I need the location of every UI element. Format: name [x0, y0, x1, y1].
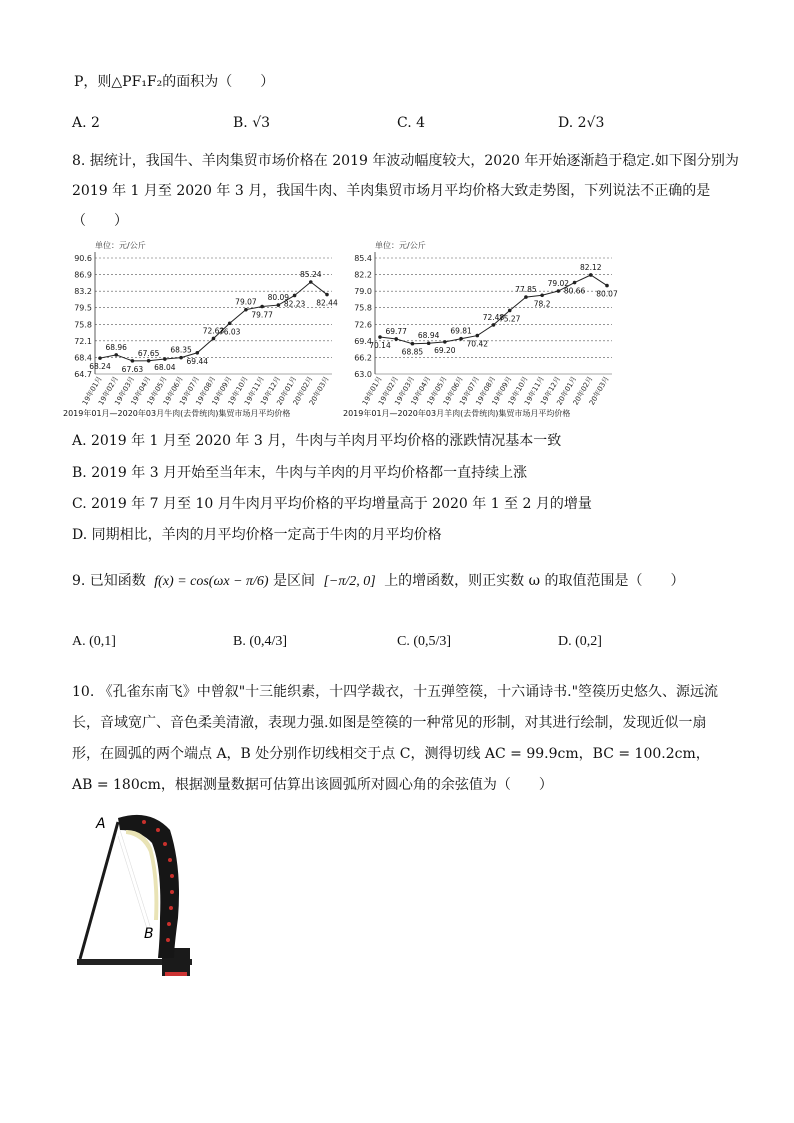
beef-data-point: [244, 308, 248, 312]
mutton-data-point: [394, 337, 398, 341]
mutton-xtick-label: 19年02月: [377, 375, 400, 407]
beef-data-label: 72.63: [202, 326, 225, 336]
mutton-data-point: [492, 323, 496, 327]
beef-data-label: 69.44: [186, 356, 209, 366]
mutton-data-label: 78.2: [533, 299, 551, 309]
beef-data-point: [147, 359, 151, 363]
mutton-ytick-label: 79.0: [354, 287, 372, 297]
q9-option-d[interactable]: D. (0,2]: [558, 634, 602, 649]
mutton-xtick-label: 20年02月: [571, 375, 595, 407]
mutton-ytick-label: 72.6: [354, 320, 372, 330]
mutton-data-point: [411, 342, 415, 346]
q9-option-a[interactable]: A. (0,1]: [72, 634, 116, 649]
mutton-xtick-label: 19年11月: [523, 375, 546, 407]
q7-option-d[interactable]: D. 2√3: [558, 115, 605, 131]
q9-suffix: 上的增函数，则正实数 ω 的取值范围是（ ）: [384, 573, 685, 589]
beef-ytick-label: 72.1: [74, 336, 92, 346]
beef-data-point: [163, 357, 167, 361]
q10-line-3: 形，在圆弧的两个端点 A，B 处分别作切线相交于点 C，测得切线 AC = 99.9cm，BC = 100.2cm，: [72, 746, 710, 762]
harp-label-a: A: [96, 816, 106, 832]
mutton-data-label: 80.07: [596, 289, 618, 299]
mutton-data-label: 80.66: [563, 286, 586, 296]
beef-ytick-label: 86.9: [74, 270, 92, 280]
beef-data-point: [309, 280, 313, 284]
beef-data-point: [260, 305, 264, 309]
q7-option-c[interactable]: C. 4: [397, 115, 426, 131]
beef-data-label: 76.03: [218, 327, 241, 337]
mutton-ytick-label: 75.8: [354, 303, 372, 313]
q9-function: f(x) = cos(ωx − π/6): [154, 574, 269, 589]
mutton-data-label: 68.85: [401, 347, 424, 357]
beef-xtick-label: 19年03月: [113, 375, 137, 407]
beef-data-label: 68.96: [105, 342, 127, 352]
mutton-data-point: [427, 341, 431, 345]
beef-data-label: 68.04: [154, 363, 176, 373]
beef-data-point: [195, 351, 199, 355]
beef-xtick-label: 19年09月: [210, 375, 234, 407]
mutton-data-point: [557, 289, 561, 293]
beef-data-label: 80.09: [267, 293, 290, 303]
beef-ytick-label: 90.6: [74, 254, 92, 263]
mutton-data-label: 82.12: [580, 262, 602, 272]
mutton-ytick-label: 63.0: [354, 370, 372, 379]
mutton-data-label: 70.42: [466, 339, 489, 349]
q8-option-c[interactable]: C. 2019 年 7 月至 10 月牛肉月平均价格的平均增量高于 2020 年 1 至 2 月的增量: [72, 496, 592, 512]
beef-data-point: [98, 356, 102, 360]
beef-data-point: [179, 356, 183, 360]
beef-data-point: [114, 353, 118, 357]
beef-xtick-label: 19年04月: [129, 375, 153, 407]
beef-data-point: [277, 303, 281, 307]
mutton-data-point: [605, 284, 609, 288]
q10-line-2: 长，音域宽广、音色柔美清澈，表现力强.如图是箜篌的一种常见的形制，对其进行绘制，发现近似一扇: [72, 715, 707, 731]
q7-option-b[interactable]: B. √3: [233, 115, 271, 131]
mutton-xtick-label: 20年01月: [555, 375, 579, 407]
q8-option-d[interactable]: D. 同期相比，羊肉的月平均价格一定高于牛肉的月平均价格: [72, 527, 442, 543]
beef-ytick-label: 79.5: [74, 303, 92, 313]
beef-data-point: [131, 359, 135, 363]
mutton-data-point: [589, 273, 593, 277]
mutton-data-point: [378, 335, 382, 339]
beef-data-label: 67.63: [121, 364, 144, 374]
mutton-ytick-label: 66.2: [354, 353, 372, 363]
mutton-data-point: [573, 281, 577, 285]
mutton-data-label: 68.94: [417, 331, 440, 341]
beef-data-label: 68.24: [89, 362, 111, 372]
mutton-data-point: [475, 334, 479, 338]
beef-ytick-label: 68.4: [74, 353, 92, 363]
beef-data-label: 85.24: [300, 270, 322, 280]
mutton-xtick-label: 19年10月: [506, 375, 530, 407]
beef-data-label: 82.44: [316, 298, 338, 308]
beef-xtick-label: 20年03月: [307, 375, 331, 407]
harp-base-accent: [165, 972, 187, 976]
beef-xtick-label: 20年01月: [275, 375, 299, 407]
q9-middle: 是区间: [273, 573, 316, 589]
mutton-xtick-label: 19年12月: [539, 375, 563, 407]
beef-xtick-label: 19年12月: [259, 375, 283, 407]
q10-line-1: 10. 《孔雀东南飞》中曾叙"十三能织素，十四学裁衣，十五弹箜篌，十六诵诗书."箜篌历史悠久、源远流: [72, 684, 719, 700]
harp-straight-arm: [80, 822, 118, 959]
mutton-unit-label: 单位：元/公斤: [375, 241, 426, 250]
mutton-data-label: 72.48: [482, 312, 505, 322]
q9-interval: [−π/2, 0]: [323, 574, 376, 589]
beef-ytick-label: 75.8: [74, 320, 92, 330]
q7-tail-text: P，则△PF₁F₂的面积为（ ）: [74, 74, 275, 90]
mutton-ytick-label: 69.4: [354, 336, 372, 346]
konghou-harp-figure: [70, 808, 200, 1008]
mutton-data-label: 69.77: [385, 326, 407, 336]
beef-data-point: [228, 321, 232, 325]
beef-xtick-label: 19年08月: [194, 375, 218, 407]
mutton-data-point: [459, 337, 463, 341]
mutton-price-chart: [340, 236, 630, 421]
beef-data-point: [293, 294, 297, 298]
q8-stem-line-1: 8. 据统计，我国牛、羊肉集贸市场价格在 2019 年波动幅度较大，2020 年开始逐渐趋于稳定.如下图分别为: [72, 153, 739, 169]
mutton-data-label: 70.14: [369, 341, 391, 351]
mutton-data-point: [508, 309, 512, 313]
beef-unit-label: 单位：元/公斤: [95, 241, 146, 250]
beef-ytick-label: 64.7: [74, 370, 92, 379]
mutton-caption: 2019年01月—2020年03月羊肉(去骨统肉)集贸市场月平均价格: [343, 409, 571, 418]
beef-data-label: 67.65: [137, 348, 160, 358]
mutton-series-line: [380, 275, 607, 344]
mutton-xtick-label: 19年01月: [360, 375, 384, 407]
mutton-data-label: 69.81: [450, 326, 472, 336]
mutton-data-label: 77.85: [515, 285, 537, 295]
beef-xtick-label: 19年10月: [226, 375, 250, 407]
mutton-ytick-label: 85.4: [354, 254, 372, 263]
mutton-xtick-label: 20年03月: [587, 375, 611, 407]
mutton-data-point: [540, 293, 544, 297]
beef-data-point: [325, 293, 329, 297]
beef-xtick-label: 19年06月: [161, 375, 185, 407]
q8-option-b[interactable]: B. 2019 年 3 月开始至当年末，牛肉与羊肉的月平均价格都一直持续上涨: [72, 465, 528, 481]
harp-label-b: B: [144, 926, 154, 942]
mutton-xtick-label: 19年04月: [409, 375, 433, 407]
beef-data-point: [212, 337, 216, 341]
q9-option-b[interactable]: B. (0,4/3]: [233, 634, 288, 649]
beef-xtick-label: 19年07月: [178, 375, 202, 407]
beef-series-line: [100, 282, 327, 361]
q8-option-a[interactable]: A. 2019 年 1 月至 2020 年 3 月，牛肉与羊肉月平均价格的涨跌情况基本一致: [72, 433, 562, 449]
q8-stem-line-2: 2019 年 1 月至 2020 年 3 月，我国牛肉、羊肉集贸市场月平均价格大致走势图，下列说法不正确的是: [72, 183, 711, 199]
beef-ytick-label: 83.2: [74, 287, 92, 297]
q8-stem-line-3: （ ）: [72, 213, 128, 229]
beef-xtick-label: 19年11月: [243, 375, 266, 407]
beef-caption: 2019年01月—2020年03月牛肉(去骨统肉)集贸市场月平均价格: [63, 409, 291, 418]
mutton-xtick-label: 19年06月: [441, 375, 465, 407]
mutton-xtick-label: 19年03月: [393, 375, 417, 407]
mutton-data-label: 75.27: [498, 314, 521, 324]
harp-strings: [118, 830, 150, 932]
mutton-data-point: [524, 295, 528, 299]
mutton-ytick-label: 82.2: [354, 270, 372, 280]
beef-xtick-label: 20年02月: [291, 375, 315, 407]
beef-xtick-label: 19年01月: [80, 375, 104, 407]
beef-xtick-label: 19年02月: [97, 375, 120, 407]
mutton-xtick-label: 19年07月: [458, 375, 482, 407]
q9-option-c[interactable]: C. (0,5/3]: [397, 634, 452, 649]
beef-xtick-label: 19年05月: [145, 375, 169, 407]
q9-stem: [72, 571, 685, 592]
q9-prefix: 9. 已知函数: [72, 573, 146, 589]
mutton-xtick-label: 19年08月: [474, 375, 498, 407]
q10-line-4: AB = 180cm，根据测量数据可估算出该圆弧所对圆心角的余弦值为（ ）: [72, 777, 553, 793]
mutton-data-label: 69.20: [434, 345, 456, 355]
beef-data-label: 68.35: [170, 345, 192, 355]
mutton-data-label: 79.02: [547, 279, 570, 289]
beef-price-chart: [60, 236, 350, 421]
beef-data-label: 82.23: [283, 299, 306, 309]
q7-option-a[interactable]: A. 2: [72, 115, 100, 131]
mutton-xtick-label: 19年05月: [425, 375, 449, 407]
mutton-data-point: [443, 340, 447, 344]
mutton-xtick-label: 19年09月: [490, 375, 514, 407]
beef-data-label: 79.77: [251, 310, 273, 320]
beef-data-label: 79.07: [235, 297, 257, 307]
